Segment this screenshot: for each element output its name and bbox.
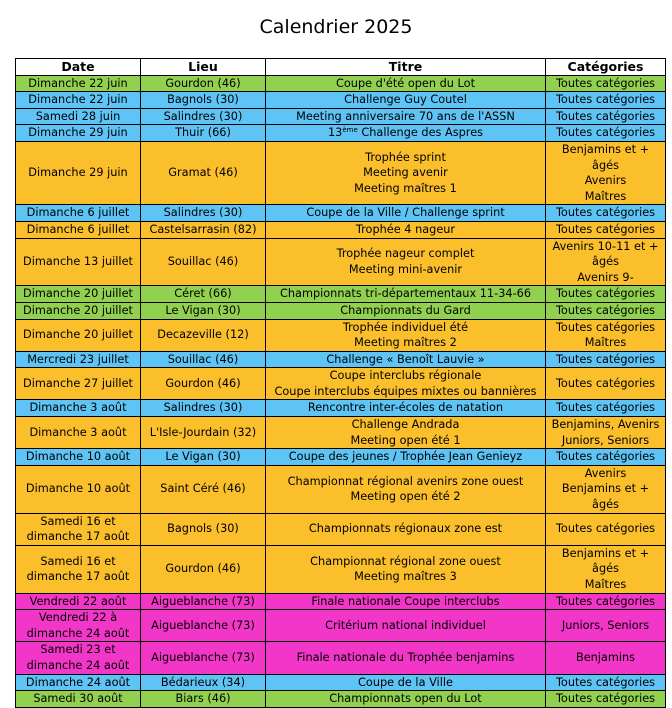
cell-lieu: L'Isle-Jourdain (32)	[141, 417, 266, 449]
cell-titre-line: Coupe d'été open du Lot	[335, 76, 475, 90]
cell-categories-line: Toutes catégories	[555, 303, 656, 317]
cell-titre-line: Meeting open été 1	[350, 433, 461, 447]
cell-titre-line: Coupe interclubs équipes mixtes ou bannières	[274, 384, 537, 398]
cell-titre	[266, 610, 546, 642]
table-row	[16, 593, 666, 610]
cell-categories-line: Avenirs	[584, 174, 627, 188]
cell-titre-line: Coupe de la Ville / Challenge sprint	[306, 206, 505, 220]
cell-categories-line: Maîtres	[584, 578, 627, 591]
cell-titre-line: Coupe des jeunes / Trophée Jean Genieyz	[288, 450, 523, 464]
cell-titre	[266, 513, 546, 545]
cell-categories-line: Benjamins	[575, 651, 636, 665]
cell-titre-line: Trophée nageur complet	[336, 247, 475, 261]
calendar-table	[15, 58, 666, 708]
table-row	[16, 141, 666, 204]
cell-lieu: Decazeville (12)	[141, 319, 266, 351]
cell-lieu: Souillac (46)	[141, 238, 266, 286]
cell-date	[16, 351, 141, 368]
table-row	[16, 92, 666, 109]
cell-date-line: Vendredi 22 août	[29, 594, 127, 608]
cell-categories	[546, 351, 666, 368]
cell-categories-line: Toutes catégories	[555, 522, 656, 536]
cell-date	[16, 513, 141, 545]
cell-categories-line: Benjamins, Avenirs	[551, 418, 660, 432]
cell-titre	[266, 141, 546, 204]
cell-categories	[546, 75, 666, 92]
cell-titre	[266, 400, 546, 417]
cell-categories-line: Toutes catégories	[555, 109, 656, 123]
cell-date-line: Samedi 16 et	[40, 554, 116, 568]
cell-categories	[546, 319, 666, 351]
cell-categories-line: Toutes catégories	[555, 93, 656, 107]
cell-date	[16, 302, 141, 319]
cell-date	[16, 141, 141, 204]
cell-titre	[266, 125, 546, 142]
cell-date-line: Vendredi 22 à	[38, 611, 118, 625]
table-row	[16, 221, 666, 238]
cell-date	[16, 368, 141, 400]
cell-titre	[266, 286, 546, 303]
table-row	[16, 319, 666, 351]
cell-date-line: dimanche 17 août	[26, 570, 130, 584]
cell-date	[16, 92, 141, 109]
table-row	[16, 691, 666, 708]
cell-categories-line: Toutes catégories	[555, 401, 656, 415]
cell-date-line: Samedi 28 juin	[35, 109, 121, 123]
cell-lieu: Castelsarrasin (82)	[141, 221, 266, 238]
cell-categories	[546, 513, 666, 545]
cell-titre	[266, 417, 546, 449]
cell-categories-line: Avenirs 10-11 et +	[552, 239, 659, 253]
cell-date	[16, 286, 141, 303]
cell-categories-line: Benjamins et + âgés	[561, 142, 650, 172]
cell-date-line: Dimanche 27 juillet	[23, 377, 133, 391]
cell-categories-line: âgés	[592, 255, 619, 269]
table-row	[16, 610, 666, 642]
cell-titre	[266, 545, 546, 593]
table-row	[16, 75, 666, 92]
cell-lieu: Biars (46)	[141, 691, 266, 708]
cell-date-line: Dimanche 22 juin	[28, 93, 128, 107]
cell-categories	[546, 221, 666, 238]
cell-lieu: Le Vigan (30)	[141, 449, 266, 466]
cell-titre-line: Meeting avenir	[363, 166, 448, 180]
table-row	[16, 125, 666, 142]
cell-date-line: Dimanche 22 juin	[28, 76, 128, 90]
cell-categories	[546, 465, 666, 513]
cell-date	[16, 205, 141, 222]
page-title: Calendrier 2025	[259, 16, 413, 38]
cell-titre-line: Critérium national individuel	[325, 618, 486, 632]
cell-date	[16, 610, 141, 642]
cell-lieu: Salindres (30)	[141, 205, 266, 222]
cell-titre-line: Trophée sprint	[365, 150, 446, 164]
cell-titre-line: Championnats tri-départementaux 11-34-66	[279, 287, 532, 301]
cell-categories	[546, 205, 666, 222]
cell-date	[16, 417, 141, 449]
cell-categories-line: Toutes catégories	[555, 377, 656, 391]
cell-categories-line: Avenirs	[584, 466, 627, 480]
cell-titre	[266, 108, 546, 125]
cell-categories-line: Toutes catégories	[555, 76, 656, 90]
cell-date-line: Samedi 23 et	[40, 643, 116, 657]
cell-categories	[546, 610, 666, 642]
cell-date-line: Dimanche 24 août	[25, 675, 131, 689]
cell-lieu: Aigueblanche (73)	[141, 593, 266, 610]
cell-categories-line: Benjamins et + âgés	[561, 546, 650, 576]
cell-date-line: Dimanche 10 août	[25, 482, 131, 496]
cell-date	[16, 642, 141, 674]
cell-lieu: Gourdon (46)	[141, 545, 266, 593]
cell-lieu: Gramat (46)	[141, 141, 266, 204]
cell-categories-line: Benjamins et + âgés	[561, 482, 650, 512]
cell-categories	[546, 92, 666, 109]
table-row	[16, 302, 666, 319]
cell-date	[16, 319, 141, 351]
cell-categories-line: Toutes catégories	[555, 450, 656, 464]
cell-titre-line: Championnats du Gard	[340, 303, 471, 317]
cell-titre	[266, 449, 546, 466]
cell-date-line: Samedi 16 et	[40, 514, 116, 528]
cell-date-line: dimanche 24 août	[26, 626, 130, 640]
cell-titre	[266, 465, 546, 513]
table-header-row	[16, 59, 666, 76]
cell-categories-line: Toutes catégories	[555, 287, 656, 301]
cell-date-line: Dimanche 10 août	[25, 450, 131, 464]
cell-titre-line: Meeting open été 2	[350, 490, 461, 504]
table-row	[16, 417, 666, 449]
cell-lieu: Aigueblanche (73)	[141, 610, 266, 642]
cell-titre-line: Coupe de la Ville	[358, 675, 453, 689]
cell-date-line: Dimanche 20 juillet	[23, 303, 133, 317]
header-date: Date	[16, 59, 141, 76]
cell-titre	[266, 238, 546, 286]
cell-date	[16, 125, 141, 142]
cell-titre-line: Meeting anniversaire 70 ans de l'ASSN	[296, 109, 515, 123]
cell-lieu: Gourdon (46)	[141, 368, 266, 400]
cell-categories-line: Maîtres	[584, 336, 627, 350]
cell-date-line: Dimanche 29 juin	[28, 166, 128, 180]
cell-titre-line: Challenge « Benoît Lauvie »	[326, 352, 485, 366]
table-row	[16, 108, 666, 125]
table-row	[16, 238, 666, 286]
header-titre: Titre	[266, 59, 546, 76]
cell-categories-line: Toutes catégories	[555, 126, 656, 140]
cell-titre	[266, 302, 546, 319]
table-row	[16, 368, 666, 400]
cell-lieu: Céret (66)	[141, 286, 266, 303]
cell-date-line: Dimanche 3 août	[29, 401, 127, 415]
cell-date	[16, 545, 141, 593]
cell-categories	[546, 593, 666, 610]
cell-lieu: Bagnols (30)	[141, 92, 266, 109]
cell-categories	[546, 238, 666, 286]
cell-categories-line: Juniors, Seniors	[561, 618, 650, 632]
cell-titre-line: Rencontre inter-écoles de natation	[307, 401, 504, 415]
cell-categories	[546, 141, 666, 204]
cell-categories	[546, 545, 666, 593]
cell-date-line: dimanche 24 août	[26, 658, 130, 672]
cell-lieu: Souillac (46)	[141, 351, 266, 368]
cell-titre-line: Coupe interclubs régionale	[329, 369, 482, 383]
cell-categories	[546, 691, 666, 708]
cell-date	[16, 221, 141, 238]
cell-date	[16, 691, 141, 708]
cell-categories	[546, 108, 666, 125]
cell-titre-line: Trophée individuel été	[342, 320, 469, 334]
cell-titre	[266, 319, 546, 351]
header-lieu: Lieu	[141, 59, 266, 76]
table-row	[16, 513, 666, 545]
cell-titre	[266, 368, 546, 400]
cell-date	[16, 400, 141, 417]
cell-date-line: Samedi 30 août	[33, 692, 123, 706]
cell-titre	[266, 205, 546, 222]
cell-categories	[546, 417, 666, 449]
cell-date	[16, 674, 141, 691]
cell-categories-line: Avenirs 9-	[577, 270, 634, 284]
table-row	[16, 674, 666, 691]
cell-categories-line: Toutes catégories	[555, 594, 656, 608]
cell-titre	[266, 221, 546, 238]
cell-titre-line: Finale nationale Coupe interclubs	[311, 594, 500, 608]
cell-categories	[546, 368, 666, 400]
cell-categories	[546, 449, 666, 466]
cell-titre	[266, 75, 546, 92]
cell-lieu: Bagnols (30)	[141, 513, 266, 545]
table-row	[16, 205, 666, 222]
cell-date-line: Dimanche 20 juillet	[23, 328, 133, 342]
cell-lieu: Saint Céré (46)	[141, 465, 266, 513]
cell-categories-line: Toutes catégories	[555, 692, 656, 706]
cell-date-line: Dimanche 13 juillet	[23, 255, 133, 269]
cell-titre-line: Challenge Andrada	[351, 418, 460, 432]
cell-lieu: Gourdon (46)	[141, 75, 266, 92]
cell-titre-line: Challenge Guy Coutel	[344, 93, 467, 107]
cell-titre-line: Trophée 4 nageur	[355, 222, 456, 236]
cell-date	[16, 108, 141, 125]
table-row	[16, 400, 666, 417]
cell-titre-line: Meeting maîtres 2	[354, 336, 457, 350]
cell-categories-line: Toutes catégories	[555, 352, 656, 366]
table-row	[16, 642, 666, 674]
cell-categories-line: Toutes catégories	[555, 675, 656, 689]
cell-titre	[266, 92, 546, 109]
cell-date-line: dimanche 17 août	[26, 530, 130, 544]
cell-date	[16, 75, 141, 92]
cell-date-line: Dimanche 6 juillet	[26, 222, 130, 236]
table-row	[16, 351, 666, 368]
cell-titre	[266, 593, 546, 610]
cell-categories	[546, 286, 666, 303]
cell-titre-line: Meeting mini-avenir	[348, 262, 463, 276]
cell-categories-line: Maîtres	[584, 189, 627, 203]
calendar-body	[16, 75, 666, 707]
cell-titre-line: Finale nationale du Trophée benjamins	[296, 651, 515, 665]
cell-date	[16, 465, 141, 513]
cell-categories	[546, 125, 666, 142]
table-row	[16, 545, 666, 593]
cell-date-line: Dimanche 6 juillet	[26, 206, 130, 220]
cell-date-line: Dimanche 20 juillet	[23, 287, 133, 301]
cell-date	[16, 238, 141, 286]
table-row	[16, 286, 666, 303]
cell-categories	[546, 400, 666, 417]
cell-titre-line: Championnat régional zone ouest	[310, 554, 501, 568]
cell-categories	[546, 674, 666, 691]
cell-titre	[266, 642, 546, 674]
cell-date	[16, 593, 141, 610]
cell-lieu: Salindres (30)	[141, 108, 266, 125]
cell-lieu: Thuir (66)	[141, 125, 266, 142]
cell-titre	[266, 674, 546, 691]
cell-date-line: Dimanche 29 juin	[28, 126, 128, 140]
cell-categories-line: Juniors, Seniors	[561, 433, 650, 447]
cell-categories	[546, 302, 666, 319]
cell-titre-line: 13ème Challenge des Aspres	[327, 126, 484, 140]
cell-categories-line: Toutes catégories	[555, 206, 656, 220]
table-row	[16, 465, 666, 513]
cell-date-line: Dimanche 3 août	[29, 425, 127, 439]
cell-titre-line: Championnats open du Lot	[329, 692, 482, 706]
cell-titre-line: Championnats régionaux zone est	[308, 522, 503, 536]
cell-titre-line: Championnat régional avenirs zone ouest	[287, 474, 524, 488]
cell-categories-line: Toutes catégories	[555, 222, 656, 236]
cell-lieu: Salindres (30)	[141, 400, 266, 417]
cell-titre	[266, 351, 546, 368]
cell-categories	[546, 642, 666, 674]
cell-categories-line: Toutes catégories	[555, 320, 656, 334]
cell-lieu: Bédarieux (34)	[141, 674, 266, 691]
cell-date-line: Mercredi 23 juillet	[27, 352, 129, 366]
header-categories: Catégories	[546, 59, 666, 76]
cell-titre-line: Meeting maîtres 1	[354, 181, 457, 195]
cell-date	[16, 449, 141, 466]
table-row	[16, 449, 666, 466]
cell-titre	[266, 691, 546, 708]
cell-lieu: Le Vigan (30)	[141, 302, 266, 319]
cell-lieu: Aigueblanche (73)	[141, 642, 266, 674]
cell-titre-line: Meeting maîtres 3	[354, 570, 457, 584]
